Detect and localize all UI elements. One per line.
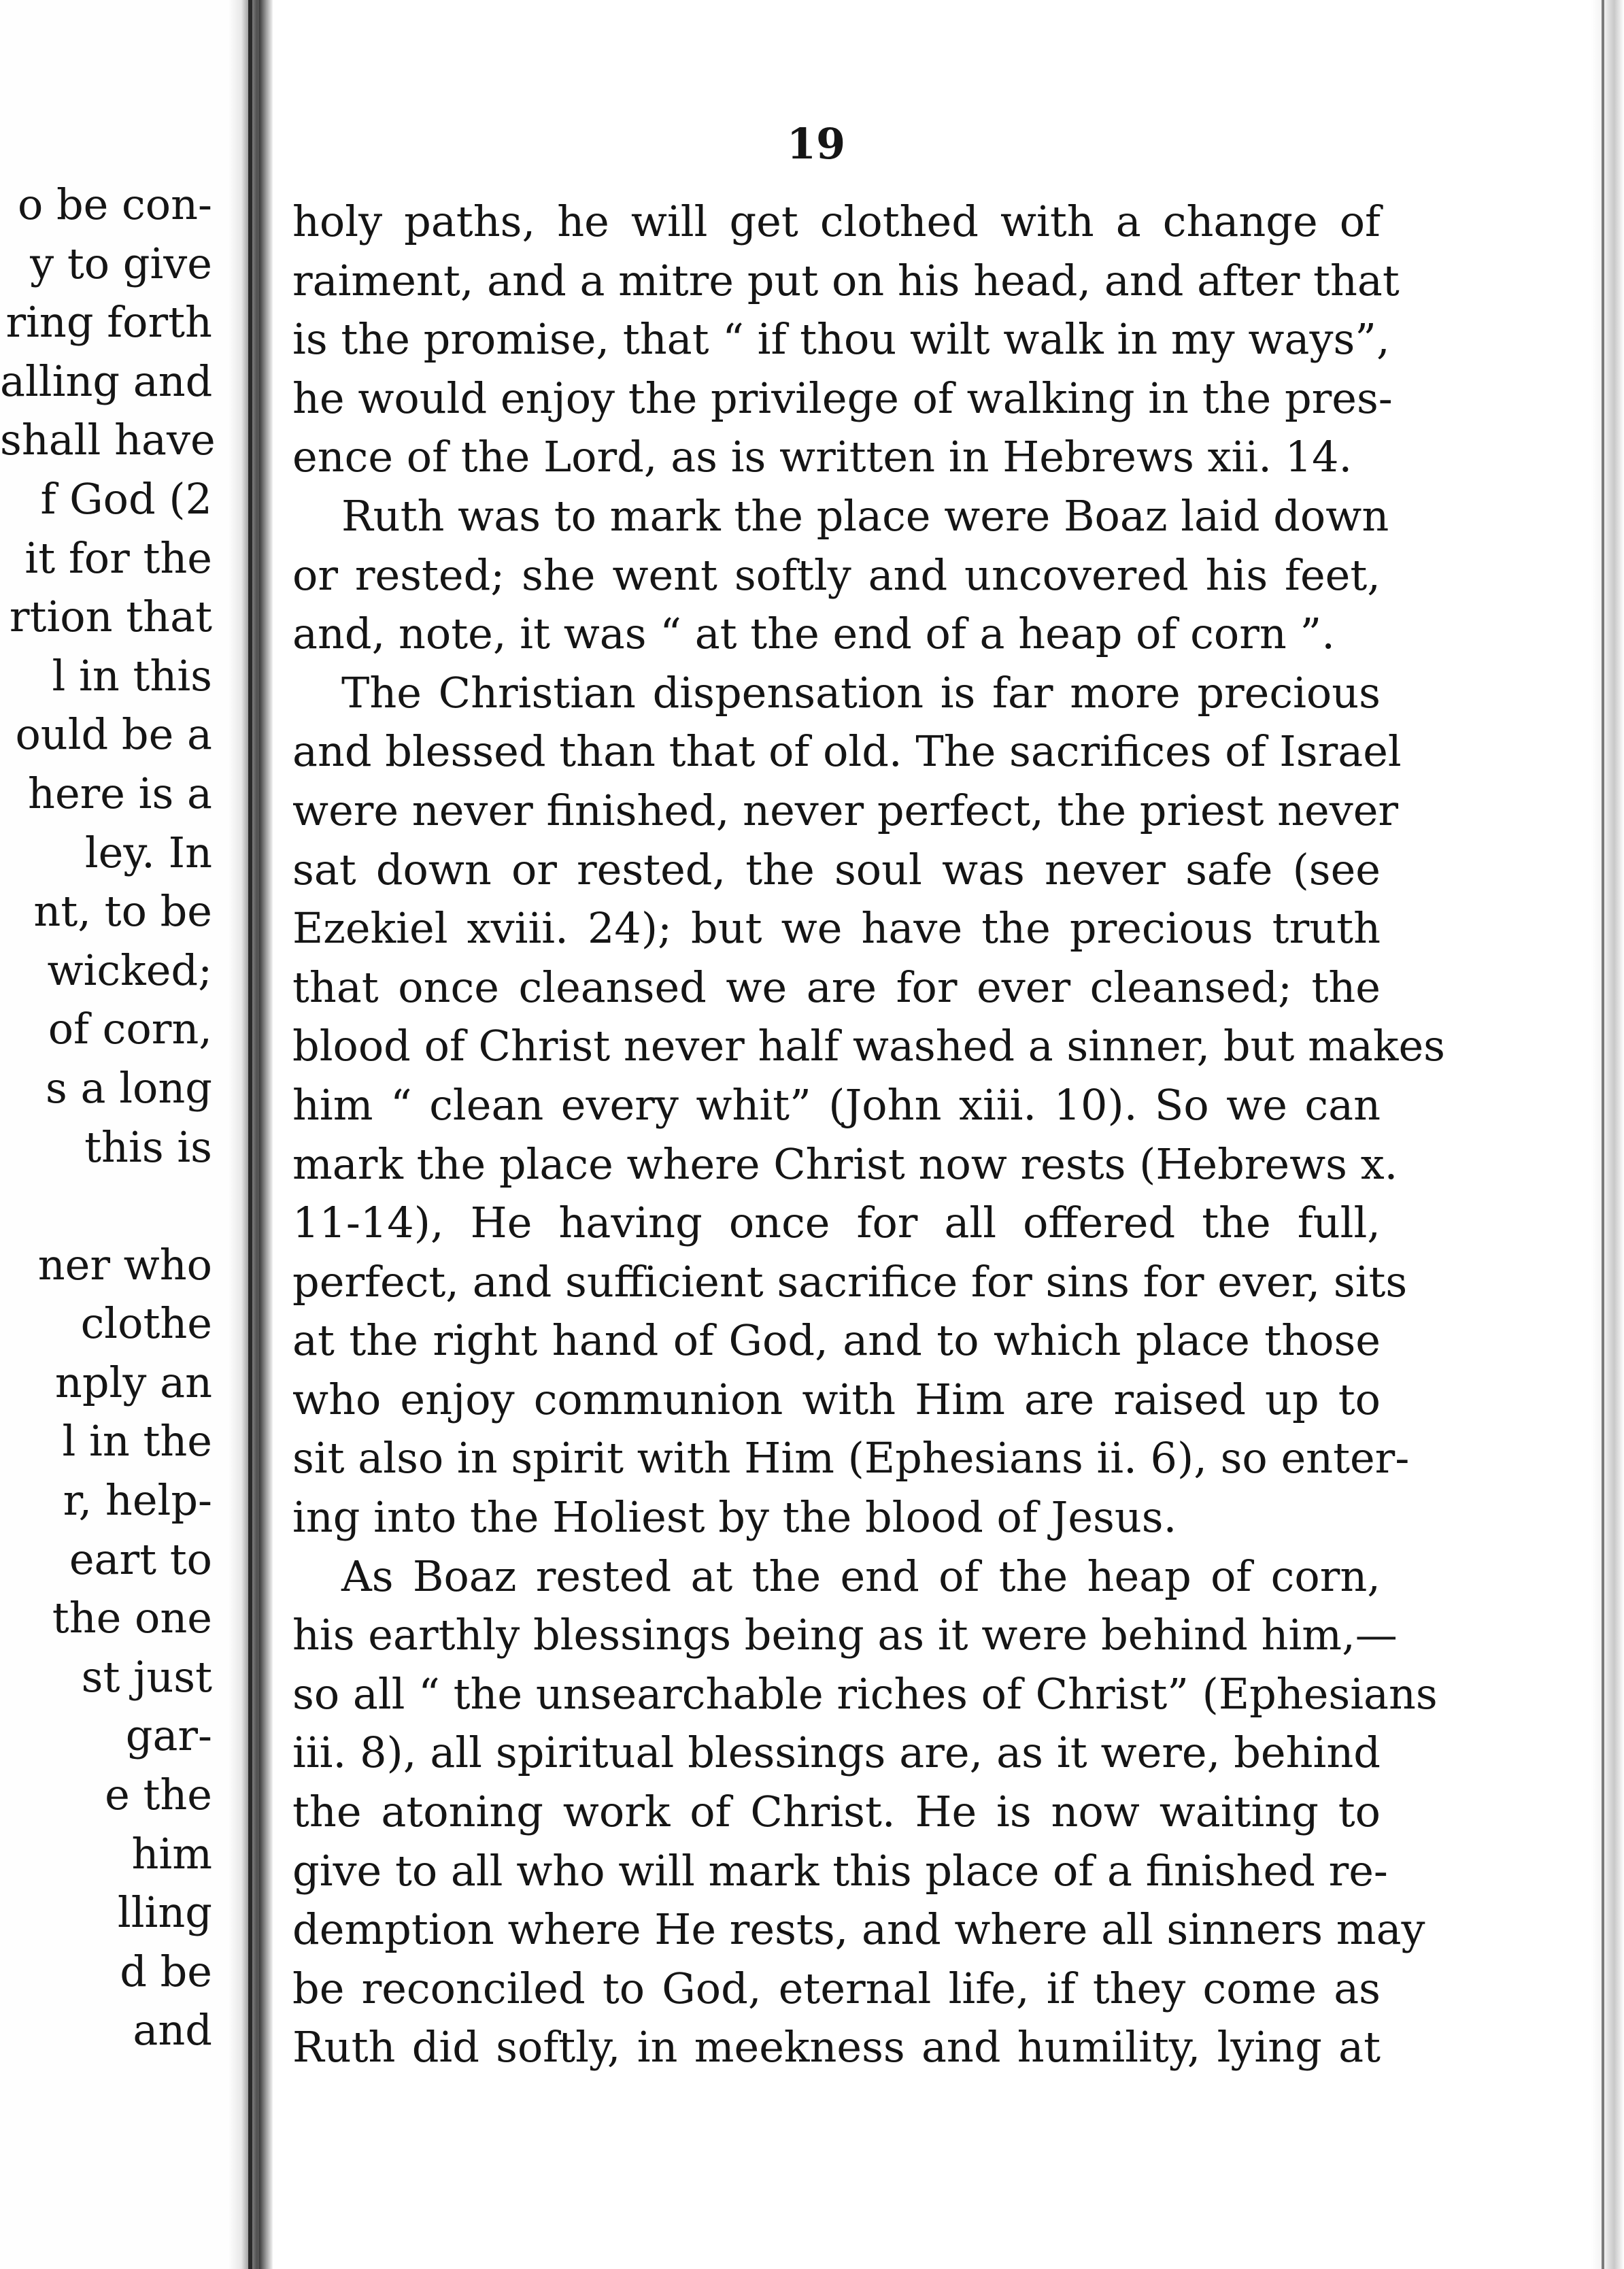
left-page-line: d be bbox=[120, 1946, 212, 1996]
page-right-edge bbox=[1591, 0, 1624, 2269]
left-page-line: him bbox=[131, 1828, 212, 1879]
left-page-line: ner who bbox=[37, 1239, 212, 1290]
gutter-shadow-line-secondary bbox=[257, 0, 259, 2269]
left-page-line: shall have bbox=[0, 415, 216, 465]
text-line: be reconciled to God, eternal life, if they come as bbox=[292, 1963, 1381, 2013]
left-page-line: nt, to be bbox=[33, 886, 212, 937]
text-line: mark the place where Christ now rests (Hebrews x. bbox=[292, 1139, 1398, 1189]
left-page-text bbox=[0, 175, 216, 2060]
text-line: his earthly blessings being as it were behind him,— bbox=[292, 1610, 1398, 1660]
text-line: that once cleansed we are for ever cleansed; the bbox=[292, 962, 1381, 1012]
left-page-line: ley. In bbox=[84, 827, 212, 877]
left-page-line: o be con- bbox=[17, 180, 212, 229]
left-page-line: l in this bbox=[52, 650, 212, 701]
left-page-line bbox=[0, 1177, 212, 1236]
text-line: raiment, and a mitre put on his head, and after that bbox=[292, 255, 1400, 305]
text-line: Ezekiel xviii. 24); but we have the precious truth bbox=[292, 903, 1381, 954]
text-line: him “ clean every whit” (John xiii. 10). So we can bbox=[292, 1079, 1381, 1130]
left-page-line: nply an bbox=[54, 1357, 212, 1407]
left-page-line: and bbox=[133, 2005, 212, 2055]
left-page-line: this is bbox=[84, 1122, 212, 1172]
text-line: or rested; she went softly and uncovered his feet, bbox=[292, 550, 1381, 600]
text-line: who enjoy communion with Him are raised up to bbox=[292, 1374, 1381, 1424]
left-page-line: ring forth bbox=[5, 297, 212, 348]
left-page-line: of corn, bbox=[48, 1004, 212, 1054]
left-page-line: it for the bbox=[24, 533, 212, 583]
text-line: at the right hand of God, and to which place those bbox=[292, 1315, 1381, 1366]
text-line: give to all who will mark this place of a finished re- bbox=[292, 1845, 1388, 1896]
text-line: sit also in spirit with Him (Ephesians ii. 6), so enter- bbox=[292, 1433, 1410, 1483]
text-line: holy paths, he will get clothed with a change of bbox=[292, 197, 1381, 246]
text-line: Ruth did softly, in meekness and humility, lying at bbox=[292, 2022, 1381, 2072]
left-page-line: e the bbox=[105, 1770, 212, 1820]
left-page-line: wicked; bbox=[47, 945, 212, 995]
text-line: blood of Christ never half washed a sinner, but makes bbox=[292, 1021, 1445, 1071]
text-line: he would enjoy the privilege of walking in the pres- bbox=[292, 373, 1393, 423]
text-line: so all “ the unsearchable riches of Christ” (Ephesians bbox=[292, 1668, 1438, 1719]
text-line: perfect, and sufficient sacrifice for sins for ever, sits bbox=[292, 1256, 1408, 1307]
text-line: is the promise, that “ if thou wilt walk in my ways”, bbox=[292, 314, 1390, 365]
text-line: iii. 8), all spiritual blessings are, as it were, behind bbox=[292, 1728, 1381, 1778]
left-page-line: ould be a bbox=[15, 709, 212, 760]
text-line: demption where He rests, and where all sinners may bbox=[292, 1904, 1425, 1955]
left-page-line: s a long bbox=[46, 1062, 212, 1113]
page-number: 19 bbox=[786, 119, 846, 169]
gutter-shadow-line bbox=[248, 0, 252, 2269]
text-line: ence of the Lord, as is written in Hebrews xii. 14. bbox=[292, 432, 1353, 482]
left-page-line: eart to bbox=[69, 1534, 212, 1584]
left-page-line: the one bbox=[52, 1593, 212, 1643]
left-page-fragment bbox=[0, 0, 228, 2269]
left-page-line: y to give bbox=[30, 238, 212, 288]
text-line: were never finished, never perfect, the priest never bbox=[292, 785, 1399, 835]
left-page-line: clothe bbox=[80, 1298, 212, 1349]
left-page-line: gar- bbox=[125, 1711, 212, 1761]
main-page-text bbox=[292, 192, 1445, 2077]
left-page-line: lling bbox=[117, 1887, 212, 1938]
paragraph-first-line: As Boaz rested at the end of the heap of corn, bbox=[341, 1551, 1381, 1601]
paragraph-first-line: The Christian dispensation is far more precious bbox=[341, 667, 1381, 718]
left-page-line: alling and bbox=[0, 356, 213, 406]
left-page-line: r, help- bbox=[63, 1475, 212, 1526]
left-page-line: st just bbox=[81, 1651, 212, 1702]
text-line: the atoning work of Christ. He is now waiting to bbox=[292, 1787, 1381, 1837]
left-page-line: here is a bbox=[28, 768, 212, 818]
left-page-line: rtion that bbox=[9, 592, 212, 642]
text-line: and blessed than that of old. The sacrifices of Israel bbox=[292, 726, 1402, 777]
paragraph-first-line: Ruth was to mark the place were Boaz laid down bbox=[341, 490, 1389, 541]
text-line: ing into the Holiest by the blood of Jesus. bbox=[292, 1492, 1177, 1543]
text-line: 11-14), He having once for all offered the full, bbox=[292, 1198, 1381, 1248]
left-page-line: f God (2 bbox=[40, 473, 212, 524]
page-edge-shadow bbox=[1602, 0, 1604, 2269]
text-line: sat down or rested, the soul was never safe (see bbox=[292, 844, 1381, 894]
text-line: and, note, it was “ at the end of a heap of corn ”. bbox=[292, 609, 1335, 659]
left-page-line: l in the bbox=[62, 1416, 212, 1466]
